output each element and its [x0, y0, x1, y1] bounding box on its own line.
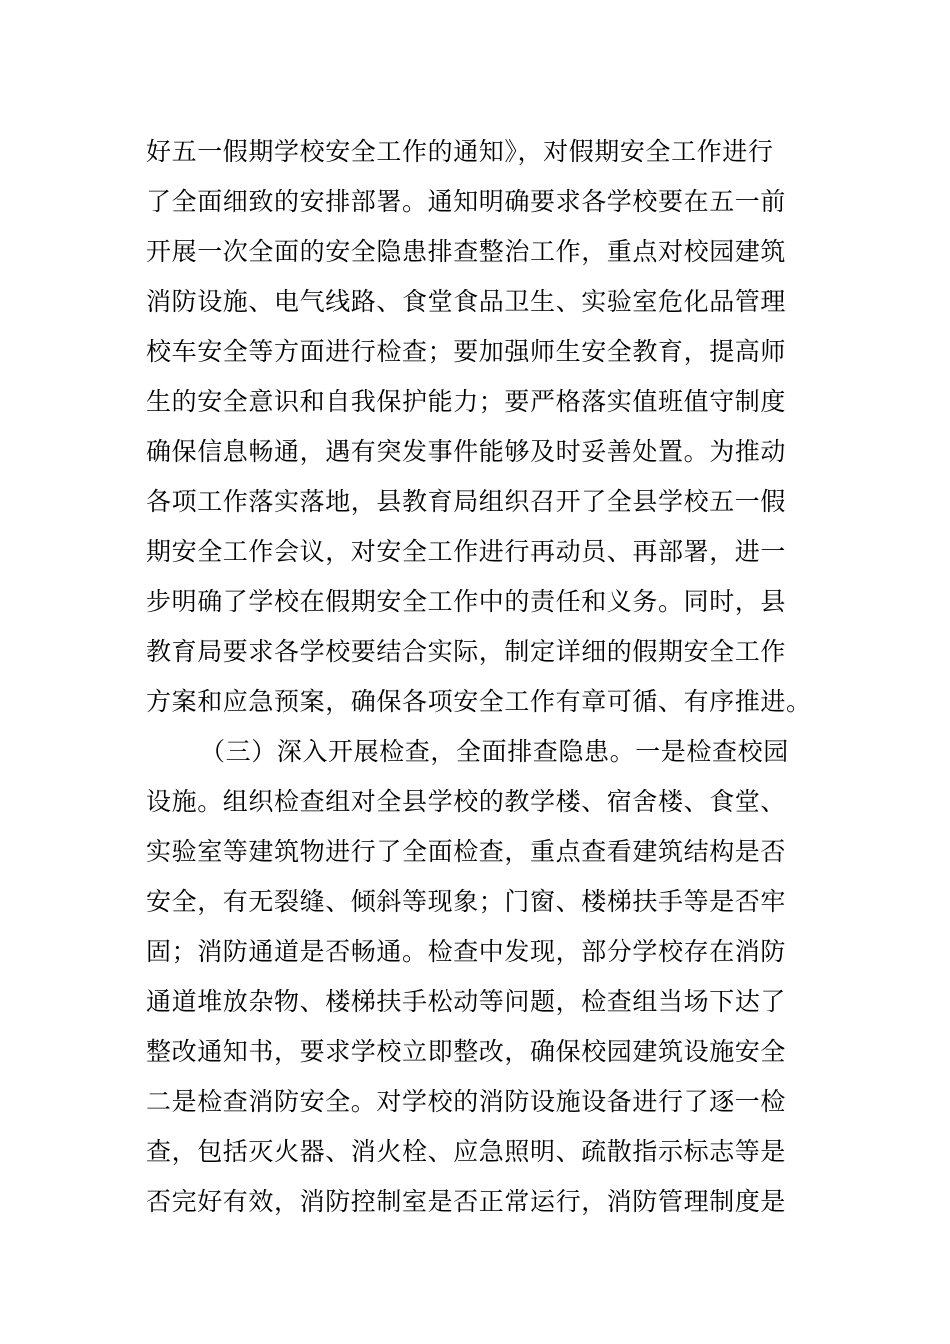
text-line: 了全面细致的安排部署。通知明确要求各学校要在五一前	[146, 187, 787, 216]
text-line: 开展一次全面的安全隐患排查整治工作，重点对校园建筑	[146, 237, 787, 266]
section-heading-line: （三）深入开展检查，全面排查隐患。一是检查校园	[200, 737, 789, 766]
text-line: 期安全工作会议，对安全工作进行再动员、再部署，进一	[146, 537, 787, 566]
text-line: 好五一假期学校安全工作的通知》，对假期安全工作进行	[146, 137, 774, 166]
text-line: 否完好有效，消防控制室是否正常运行，消防管理制度是	[146, 1187, 787, 1216]
text-line: 校车安全等方面进行检查；要加强师生安全教育，提高师	[146, 337, 787, 366]
text-line: 生的安全意识和自我保护能力；要严格落实值班值守制度	[146, 387, 787, 416]
text-line: 设施。组织检查组对全县学校的教学楼、宿舍楼、食堂、	[146, 787, 787, 816]
text-line: 步明确了学校在假期安全工作中的责任和义务。同时，县	[146, 587, 787, 616]
text-line: 实验室等建筑物进行了全面检查，重点查看建筑结构是否	[146, 837, 787, 866]
text-line: 确保信息畅通，遇有突发事件能够及时妥善处置。为推动	[146, 437, 787, 466]
text-line: 整改通知书，要求学校立即整改，确保校园建筑设施安全	[146, 1037, 787, 1066]
text-line: 二是检查消防安全。对学校的消防设施设备进行了逐一检	[146, 1087, 787, 1116]
text-line: 安全，有无裂缝、倾斜等现象；门窗、楼梯扶手等是否牢	[146, 887, 787, 916]
text-line: 教育局要求各学校要结合实际，制定详细的假期安全工作	[146, 637, 787, 666]
text-line: 通道堆放杂物、楼梯扶手松动等问题，检查组当场下达了	[146, 987, 787, 1016]
text-line: 固；消防通道是否畅通。检查中发现，部分学校存在消防	[146, 937, 787, 966]
text-line: 方案和应急预案，确保各项安全工作有章可循、有序推进。	[146, 687, 812, 716]
text-line: 消防设施、电气线路、食堂食品卫生、实验室危化品管理	[146, 287, 787, 316]
text-line: 查，包括灭火器、消火栓、应急照明、疏散指示标志等是	[146, 1137, 787, 1166]
body-text	[146, 127, 816, 1227]
text-line: 各项工作落实落地，县教育局组织召开了全县学校五一假	[146, 487, 787, 516]
